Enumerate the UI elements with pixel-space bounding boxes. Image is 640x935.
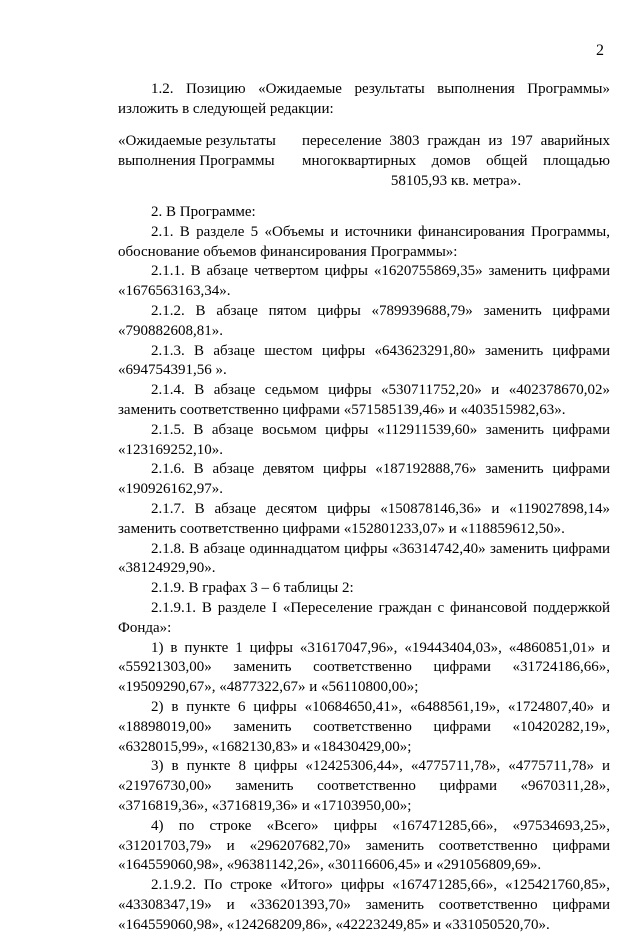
section-2-heading: 2. В Программе:: [151, 204, 256, 220]
paragraph-2-1: 2.1. В разделе 5 «Объемы и источники финансирования Программы, обоснование объемов финансирования Программы»:: [118, 223, 610, 260]
paragraph-2-1-5: 2.1.5. В абзаце восьмом цифры «112911539,60» заменить цифрами «123169252,10».: [118, 421, 610, 458]
table-value-line: многоквартирных домов общей площадью: [302, 152, 610, 169]
paragraph-2-1-9: 2.1.9. В графах 3 – 6 таблицы 2:: [151, 580, 354, 597]
table-value-line: 58105,93 кв. метра».: [390, 172, 522, 189]
table-value-line: переселение 3803 граждан из 197 аварийных: [302, 133, 610, 149]
table-label-cell: [118, 132, 288, 172]
amendments-body: [118, 203, 610, 935]
paragraph-2-1-8: 2.1.8. В абзаце одиннадцатом цифры «36314742,40» заменить цифрами «38124929,90».: [118, 540, 610, 577]
paragraph-2-1-9-1: 2.1.9.1. В разделе I «Переселение граждан с финансовой поддержкой Фонда»:: [118, 599, 610, 636]
subitem-1: 1) в пункте 1 цифры «31617047,96», «19443404,03», «4860851,01» и «55921303,00» заменить соответственно цифрами «31724186,66», «19509290,67», «4877322,67» и «56110800,00»;: [118, 639, 610, 696]
paragraph-2-1-3: 2.1.3. В абзаце шестом цифры «643623291,80» заменить цифрами «694754391,56 ».: [118, 342, 610, 379]
item-1-2-paragraph: 1.2. Позицию «Ожидаемые результаты выполнения Программы» изложить в следующей редакции:: [118, 81, 610, 117]
table-value-cell: [302, 132, 610, 191]
subitem-3: 3) в пункте 8 цифры «12425306,44», «4775711,78», «4775711,78» и «21976730,00» заменить соответственно цифрами «9670311,28», «3716819,36», «3716819,36» и «17103950,00»;: [118, 758, 610, 814]
paragraph-2-1-4: 2.1.4. В абзаце седьмом цифры «530711752,20» и «402378670,02» заменить соответственно цифрами «571585139,46» и «403515982,63».: [118, 382, 610, 418]
table-label-line: «Ожидаемые результаты: [118, 133, 276, 149]
paragraph-2-1-6: 2.1.6. В абзаце девятом цифры «187192888,76» заменить цифрами «190926162,97».: [118, 461, 610, 498]
subitem-2: 2) в пункте 6 цифры «10684650,41», «6488561,19», «1724807,40» и «18898019,00» заменить соответственно цифрами «10420282,19», «6328015,99», «1682130,83» и «18430429,00»;: [118, 698, 610, 755]
paragraph-2-1-7: 2.1.7. В абзаце десятом цифры «150878146,36» и «119027898,14» заменить соответственно цифрами «152801233,07» и «118859612,50».: [118, 500, 610, 537]
table-label-line: выполнения Программы: [118, 152, 275, 169]
subitem-4: 4) по строке «Всего» цифры «167471285,66», «97534693,25», «31201703,79» и «296207682,70» заменить соответственно цифрами «164559060,98», «96381142,26», «30116606,45» и «291056809,69».: [118, 817, 610, 874]
paragraph-2-1-9-2: 2.1.9.2. По строке «Итого» цифры «167471285,66», «125421760,85», «43308347,19» и «336201393,70» заменить соответственно цифрами «164559060,98», «124268209,86», «42223249,85» и «331050520,70».: [118, 877, 610, 933]
page-number: 2: [596, 42, 604, 59]
paragraph-2-1-2: 2.1.2. В абзаце пятом цифры «789939688,79» заменить цифрами «790882608,81».: [118, 302, 610, 339]
paragraph-2-1-1: 2.1.1. В абзаце четвертом цифры «1620755869,35» заменить цифрами «1676563163,34».: [118, 263, 610, 300]
